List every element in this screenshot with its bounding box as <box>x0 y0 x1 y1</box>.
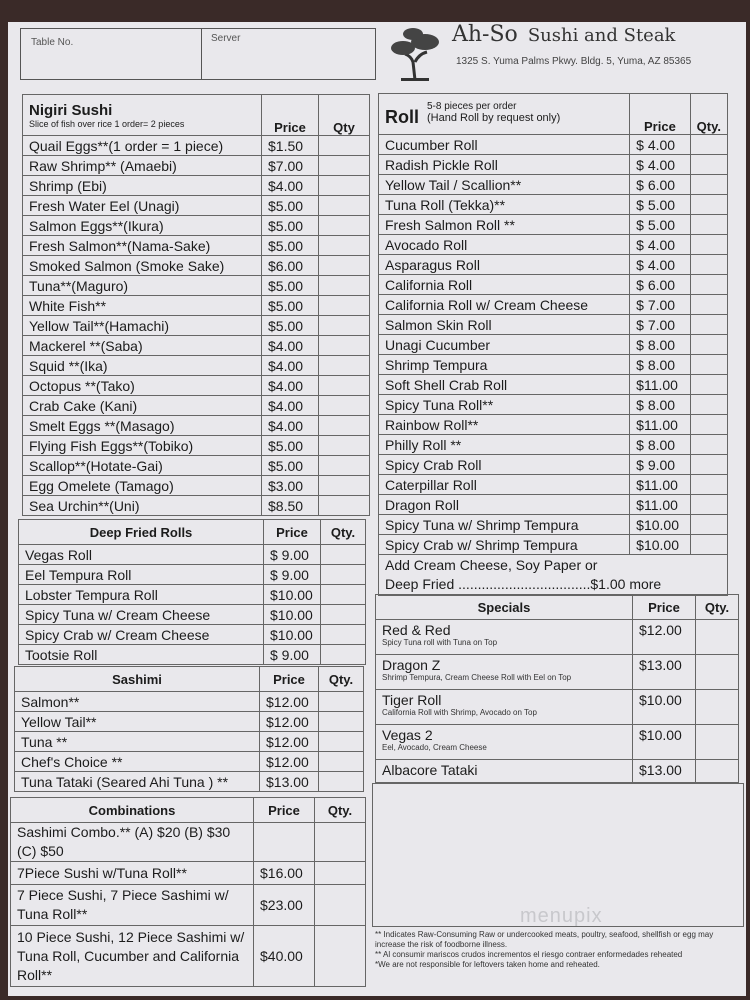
addon-note <box>379 555 728 596</box>
menu-item-row <box>19 625 366 645</box>
item-price: $5.00 <box>262 296 319 316</box>
item-name: Smelt Eggs **(Masago) <box>23 416 262 436</box>
qty-cell[interactable] <box>321 625 366 645</box>
nigiri-table <box>22 94 370 516</box>
table-no-label: Table No. <box>31 37 74 48</box>
item-price: $16.00 <box>254 862 315 885</box>
qty-cell[interactable] <box>319 712 364 732</box>
item-name: Crab Cake (Kani) <box>23 396 262 416</box>
item-price: $ 9.00 <box>264 545 321 565</box>
roll-subtitle-1: 5-8 pieces per order <box>427 100 517 112</box>
menu-item-row <box>379 135 728 155</box>
menu-item-row <box>23 276 370 296</box>
qty-cell[interactable] <box>319 236 370 256</box>
item-name: Spicy Crab w/ Cream Cheese <box>19 625 264 645</box>
item-price: $12.00 <box>260 692 319 712</box>
combos-title: Combinations <box>11 798 254 823</box>
item-price: $13.00 <box>633 655 696 690</box>
menu-item-row <box>379 255 728 275</box>
item-price <box>254 823 315 862</box>
menu-item-row <box>15 752 364 772</box>
item-price: $5.00 <box>262 456 319 476</box>
qty-cell[interactable] <box>690 155 727 175</box>
table-server-box <box>20 28 376 80</box>
item-name: Rainbow Roll** <box>379 415 630 435</box>
item-name: Salmon** <box>15 692 260 712</box>
item-price: $ 5.00 <box>630 195 691 215</box>
item-price: $7.00 <box>262 156 319 176</box>
item-price: $10.00 <box>264 585 321 605</box>
qty-cell[interactable] <box>690 355 727 375</box>
nigiri-title: Nigiri Sushi <box>29 101 113 119</box>
item-price: $10.00 <box>264 625 321 645</box>
item-name: Quail Eggs**(1 order = 1 piece) <box>23 136 262 156</box>
item-name: Tootsie Roll <box>19 645 264 665</box>
qty-cell[interactable] <box>319 156 370 176</box>
item-price: $1.50 <box>262 136 319 156</box>
menu-item-row <box>23 176 370 196</box>
special-description: Eel, Avocado, Cream Cheese <box>382 743 487 752</box>
qty-cell[interactable] <box>319 752 364 772</box>
item-name: Flying Fish Eggs**(Tobiko) <box>23 436 262 456</box>
menu-item-row <box>15 712 364 732</box>
item-name: Raw Shrimp** (Amaebi) <box>23 156 262 176</box>
qty-cell[interactable] <box>315 862 366 885</box>
item-name: Dragon Roll <box>379 495 630 515</box>
item-name: Eel Tempura Roll <box>19 565 264 585</box>
menu-item-row <box>23 476 370 496</box>
qty-cell[interactable] <box>696 620 739 655</box>
item-name: Asparagus Roll <box>379 255 630 275</box>
qty-cell[interactable] <box>696 760 739 783</box>
item-price: $ 8.00 <box>630 395 691 415</box>
qty-cell[interactable] <box>319 136 370 156</box>
price-header: Price <box>254 798 315 823</box>
item-name: Yellow Tail** <box>15 712 260 732</box>
menu-item-row <box>23 316 370 336</box>
menu-item-row <box>379 155 728 175</box>
special-name: Dragon Z <box>382 657 441 673</box>
item-price: $10.00 <box>633 725 696 760</box>
qty-cell[interactable] <box>319 496 370 516</box>
special-name: Red & Red <box>382 622 451 638</box>
menu-item-row <box>23 136 370 156</box>
price-header: Price <box>262 95 319 136</box>
menu-item-row <box>23 436 370 456</box>
menu-item-row <box>379 495 728 515</box>
item-name: Octopus **(Tako) <box>23 376 262 396</box>
item-price: $11.00 <box>630 415 691 435</box>
item-price: $ 9.00 <box>264 565 321 585</box>
combinations-table <box>10 797 366 987</box>
qty-cell[interactable] <box>319 732 364 752</box>
qty-cell[interactable] <box>690 435 727 455</box>
menu-item-row <box>23 416 370 436</box>
item-price: $ 8.00 <box>630 435 691 455</box>
menu-item-row <box>23 196 370 216</box>
item-name: California Roll w/ Cream Cheese <box>379 295 630 315</box>
qty-cell[interactable] <box>319 356 370 376</box>
item-price: $ 4.00 <box>630 155 691 175</box>
item-name: 7 Piece Sushi, 7 Piece Sashimi w/ Tuna Roll** <box>11 885 254 926</box>
menu-item-row <box>23 376 370 396</box>
item-price: $ 4.00 <box>630 135 691 155</box>
menu-item-row <box>11 862 366 885</box>
item-price: $10.00 <box>264 605 321 625</box>
brand-subtitle: Sushi and Steak <box>527 25 676 46</box>
menu-item-row <box>23 356 370 376</box>
item-name: Radish Pickle Roll <box>379 155 630 175</box>
item-name: Smoked Salmon (Smoke Sake) <box>23 256 262 276</box>
special-item-row <box>376 620 739 655</box>
item-name: Shrimp (Ebi) <box>23 176 262 196</box>
special-item <box>376 725 633 760</box>
item-price: $3.00 <box>262 476 319 496</box>
qty-cell[interactable] <box>696 725 739 760</box>
qty-cell[interactable] <box>690 175 727 195</box>
menu-item-row <box>15 732 364 752</box>
qty-cell[interactable] <box>690 495 727 515</box>
item-price: $5.00 <box>262 276 319 296</box>
menu-item-row <box>379 415 728 435</box>
qty-header: Qty. <box>319 667 364 692</box>
menu-item-row <box>379 295 728 315</box>
item-price: $ 7.00 <box>630 315 691 335</box>
menu-item-row <box>379 435 728 455</box>
item-price: $12.00 <box>260 732 319 752</box>
item-name: Salmon Eggs**(Ikura) <box>23 216 262 236</box>
item-name: Soft Shell Crab Roll <box>379 375 630 395</box>
brand-name: Ah-So <box>452 22 518 47</box>
item-name: Spicy Tuna Roll** <box>379 395 630 415</box>
addon-row <box>379 555 728 596</box>
item-price: $5.00 <box>262 436 319 456</box>
menu-item-row <box>11 885 366 926</box>
roll-table <box>378 93 728 596</box>
item-price: $ 6.00 <box>630 175 691 195</box>
qty-cell[interactable] <box>321 605 366 625</box>
item-name: Cucumber Roll <box>379 135 630 155</box>
qty-cell[interactable] <box>690 195 727 215</box>
qty-cell[interactable] <box>690 515 727 535</box>
item-price: $4.00 <box>262 356 319 376</box>
divider <box>201 29 202 79</box>
menu-item-row <box>23 496 370 516</box>
note-leftovers: *We are not responsible for leftovers taken home and reheated. <box>375 960 600 969</box>
qty-cell[interactable] <box>696 690 739 725</box>
item-name: Avocado Roll <box>379 235 630 255</box>
qty-cell[interactable] <box>690 255 727 275</box>
special-item-row <box>376 690 739 725</box>
item-price: $5.00 <box>262 316 319 336</box>
item-name: Caterpillar Roll <box>379 475 630 495</box>
menu-item-row <box>23 236 370 256</box>
special-item-row <box>376 760 739 783</box>
qty-cell[interactable] <box>319 316 370 336</box>
item-price: $4.00 <box>262 376 319 396</box>
item-name: Spicy Crab Roll <box>379 455 630 475</box>
item-price: $13.00 <box>260 772 319 792</box>
item-price: $ 9.00 <box>264 645 321 665</box>
special-item-row <box>376 655 739 690</box>
item-name: Sashimi Combo.** (A) $20 (B) $30 (C) $50 <box>11 823 254 862</box>
item-price: $10.00 <box>630 515 691 535</box>
roll-header <box>379 94 630 135</box>
item-price: $ 5.00 <box>630 215 691 235</box>
qty-cell[interactable] <box>690 275 727 295</box>
addon-line-1: Add Cream Cheese, Soy Paper or <box>385 557 598 573</box>
item-name: Sea Urchin**(Uni) <box>23 496 262 516</box>
menu-item-row <box>379 375 728 395</box>
qty-cell[interactable] <box>315 926 366 987</box>
qty-cell[interactable] <box>319 772 364 792</box>
qty-cell[interactable] <box>690 415 727 435</box>
item-name: 7Piece Sushi w/Tuna Roll** <box>11 862 254 885</box>
menu-item-row <box>379 515 728 535</box>
item-name: Mackerel **(Saba) <box>23 336 262 356</box>
item-name: Philly Roll ** <box>379 435 630 455</box>
menu-item-row <box>379 455 728 475</box>
item-price: $10.00 <box>633 690 696 725</box>
qty-cell[interactable] <box>319 176 370 196</box>
item-name: Spicy Tuna w/ Shrimp Tempura <box>379 515 630 535</box>
qty-cell[interactable] <box>690 335 727 355</box>
menu-item-row <box>379 175 728 195</box>
watermark: menupix <box>520 905 603 927</box>
menu-item-row <box>379 215 728 235</box>
item-name: Yellow Tail / Scallion** <box>379 175 630 195</box>
addon-line-2: Deep Fried ..................................$1.00 more <box>385 576 662 592</box>
item-name: Egg Omelete (Tamago) <box>23 476 262 496</box>
qty-cell[interactable] <box>319 376 370 396</box>
item-name: California Roll <box>379 275 630 295</box>
item-price: $ 8.00 <box>630 355 691 375</box>
item-name: Tuna Tataki (Seared Ahi Tuna ) ** <box>15 772 260 792</box>
special-name: Vegas 2 <box>382 727 433 743</box>
menu-item-row <box>19 645 366 665</box>
special-item <box>376 620 633 655</box>
qty-cell[interactable] <box>319 276 370 296</box>
qty-cell[interactable] <box>319 196 370 216</box>
item-price: $5.00 <box>262 196 319 216</box>
qty-cell[interactable] <box>319 256 370 276</box>
item-price: $6.00 <box>262 256 319 276</box>
qty-cell[interactable] <box>319 296 370 316</box>
item-price: $13.00 <box>633 760 696 783</box>
bonsai-tree-icon <box>385 22 445 82</box>
roll-subtitle-2: (Hand Roll by request only) <box>427 111 561 124</box>
special-name: Tiger Roll <box>382 692 442 708</box>
qty-cell[interactable] <box>690 395 727 415</box>
footnotes <box>375 930 740 970</box>
item-price: $10.00 <box>630 535 691 555</box>
qty-cell[interactable] <box>690 295 727 315</box>
item-name: Fresh Salmon**(Nama-Sake) <box>23 236 262 256</box>
menu-item-row <box>23 456 370 476</box>
qty-header: Qty. <box>690 94 727 135</box>
item-name: Shrimp Tempura <box>379 355 630 375</box>
item-name: Vegas Roll <box>19 545 264 565</box>
sashimi-table <box>14 666 364 792</box>
nigiri-subtitle: Slice of fish over rice 1 order= 2 pieces <box>29 118 185 129</box>
item-price: $5.00 <box>262 216 319 236</box>
item-name: Tuna**(Maguro) <box>23 276 262 296</box>
qty-header: Qty <box>319 95 370 136</box>
deep-fried-table <box>18 519 366 665</box>
menu-item-row <box>19 545 366 565</box>
menu-item-row <box>379 335 728 355</box>
qty-cell[interactable] <box>319 216 370 236</box>
qty-header: Qty. <box>696 595 739 620</box>
item-price: $23.00 <box>254 885 315 926</box>
menu-item-row <box>23 336 370 356</box>
qty-cell[interactable] <box>319 436 370 456</box>
roll-title: Roll <box>385 106 419 127</box>
price-header: Price <box>260 667 319 692</box>
qty-cell[interactable] <box>696 655 739 690</box>
item-price: $ 4.00 <box>630 255 691 275</box>
menu-item-row <box>11 926 366 987</box>
special-description: California Roll with Shrimp, Avocado on Top <box>382 708 537 717</box>
qty-cell[interactable] <box>690 455 727 475</box>
qty-cell[interactable] <box>321 545 366 565</box>
item-name: Scallop**(Hotate-Gai) <box>23 456 262 476</box>
qty-cell[interactable] <box>690 235 727 255</box>
note-raw: ** Indicates Raw-Consuming Raw or undercooked meats, poultry, seafood, shellfish or egg may increase the risk of foodborne illness. <box>375 930 714 949</box>
item-name: Chef's Choice ** <box>15 752 260 772</box>
item-price: $11.00 <box>630 475 691 495</box>
price-header: Price <box>264 520 321 545</box>
qty-cell[interactable] <box>319 476 370 496</box>
menu-item-row <box>15 692 364 712</box>
item-name: Spicy Crab w/ Shrimp Tempura <box>379 535 630 555</box>
menu-item-row <box>379 475 728 495</box>
qty-header: Qty. <box>315 798 366 823</box>
qty-cell[interactable] <box>690 375 727 395</box>
item-price: $ 7.00 <box>630 295 691 315</box>
item-price: $5.00 <box>262 236 319 256</box>
sashimi-title: Sashimi <box>15 667 260 692</box>
menu-item-row <box>379 195 728 215</box>
item-name: Squid **(Ika) <box>23 356 262 376</box>
menu-item-row <box>19 565 366 585</box>
item-name: Lobster Tempura Roll <box>19 585 264 605</box>
price-header: Price <box>633 595 696 620</box>
item-name: 10 Piece Sushi, 12 Piece Sashimi w/ Tuna Roll, Cucumber and California Roll** <box>11 926 254 987</box>
item-name: Fresh Salmon Roll ** <box>379 215 630 235</box>
qty-cell[interactable] <box>319 396 370 416</box>
item-name: Unagi Cucumber <box>379 335 630 355</box>
special-description: Shrimp Tempura, Cream Cheese Roll with Eel on Top <box>382 673 572 682</box>
item-price: $4.00 <box>262 336 319 356</box>
item-name: Tuna ** <box>15 732 260 752</box>
qty-cell[interactable] <box>690 315 727 335</box>
qty-header: Qty. <box>321 520 366 545</box>
price-header: Price <box>630 94 691 135</box>
menu-item-row <box>11 823 366 862</box>
item-price: $8.50 <box>262 496 319 516</box>
item-price: $4.00 <box>262 176 319 196</box>
menu-item-row <box>23 256 370 276</box>
item-price: $12.00 <box>633 620 696 655</box>
item-price: $40.00 <box>254 926 315 987</box>
fried-title: Deep Fried Rolls <box>19 520 264 545</box>
qty-cell[interactable] <box>690 215 727 235</box>
menu-item-row <box>23 216 370 236</box>
special-item <box>376 655 633 690</box>
item-price: $ 9.00 <box>630 455 691 475</box>
item-price: $12.00 <box>260 752 319 772</box>
qty-cell[interactable] <box>319 692 364 712</box>
specials-title: Specials <box>376 595 633 620</box>
menu-item-row <box>379 355 728 375</box>
menu-item-row <box>23 156 370 176</box>
brand-title <box>452 22 675 47</box>
item-name: Spicy Tuna w/ Cream Cheese <box>19 605 264 625</box>
special-name: Albacore Tataki <box>382 762 478 778</box>
qty-cell[interactable] <box>319 336 370 356</box>
qty-cell[interactable] <box>690 535 727 555</box>
item-price: $ 4.00 <box>630 235 691 255</box>
qty-cell[interactable] <box>321 645 366 665</box>
special-item <box>376 760 633 783</box>
menu-item-row <box>379 315 728 335</box>
special-description: Spicy Tuna roll with Tuna on Top <box>382 638 498 647</box>
note-spanish: ** Al consumir mariscos crudos incrementos el riesgo contraer enformedades reheated <box>375 950 683 959</box>
menu-item-row <box>15 772 364 792</box>
qty-cell[interactable] <box>319 416 370 436</box>
server-label: Server <box>211 33 241 44</box>
menu-item-row <box>19 585 366 605</box>
address: 1325 S. Yuma Palms Pkwy. Bldg. 5, Yuma, AZ 85365 <box>456 56 692 67</box>
item-price: $ 8.00 <box>630 335 691 355</box>
item-name: Fresh Water Eel (Unagi) <box>23 196 262 216</box>
menu-item-row <box>379 535 728 555</box>
menu-item-row <box>379 275 728 295</box>
qty-cell[interactable] <box>315 823 366 862</box>
qty-cell[interactable] <box>690 475 727 495</box>
menu-item-row <box>379 395 728 415</box>
item-price: $4.00 <box>262 396 319 416</box>
special-item-row <box>376 725 739 760</box>
item-price: $ 6.00 <box>630 275 691 295</box>
menu-item-row <box>19 605 366 625</box>
special-item <box>376 690 633 725</box>
menu-item-row <box>379 235 728 255</box>
qty-cell[interactable] <box>319 456 370 476</box>
item-price: $11.00 <box>630 495 691 515</box>
item-name: Tuna Roll (Tekka)** <box>379 195 630 215</box>
item-name: Yellow Tail**(Hamachi) <box>23 316 262 336</box>
item-price: $4.00 <box>262 416 319 436</box>
specials-table <box>375 594 739 783</box>
item-name: Salmon Skin Roll <box>379 315 630 335</box>
qty-cell[interactable] <box>321 565 366 585</box>
qty-cell[interactable] <box>315 885 366 926</box>
nigiri-header <box>23 95 262 136</box>
item-price: $12.00 <box>260 712 319 732</box>
menu-item-row <box>23 296 370 316</box>
qty-cell[interactable] <box>321 585 366 605</box>
item-name: White Fish** <box>23 296 262 316</box>
qty-cell[interactable] <box>690 135 727 155</box>
item-price: $11.00 <box>630 375 691 395</box>
menu-item-row <box>23 396 370 416</box>
